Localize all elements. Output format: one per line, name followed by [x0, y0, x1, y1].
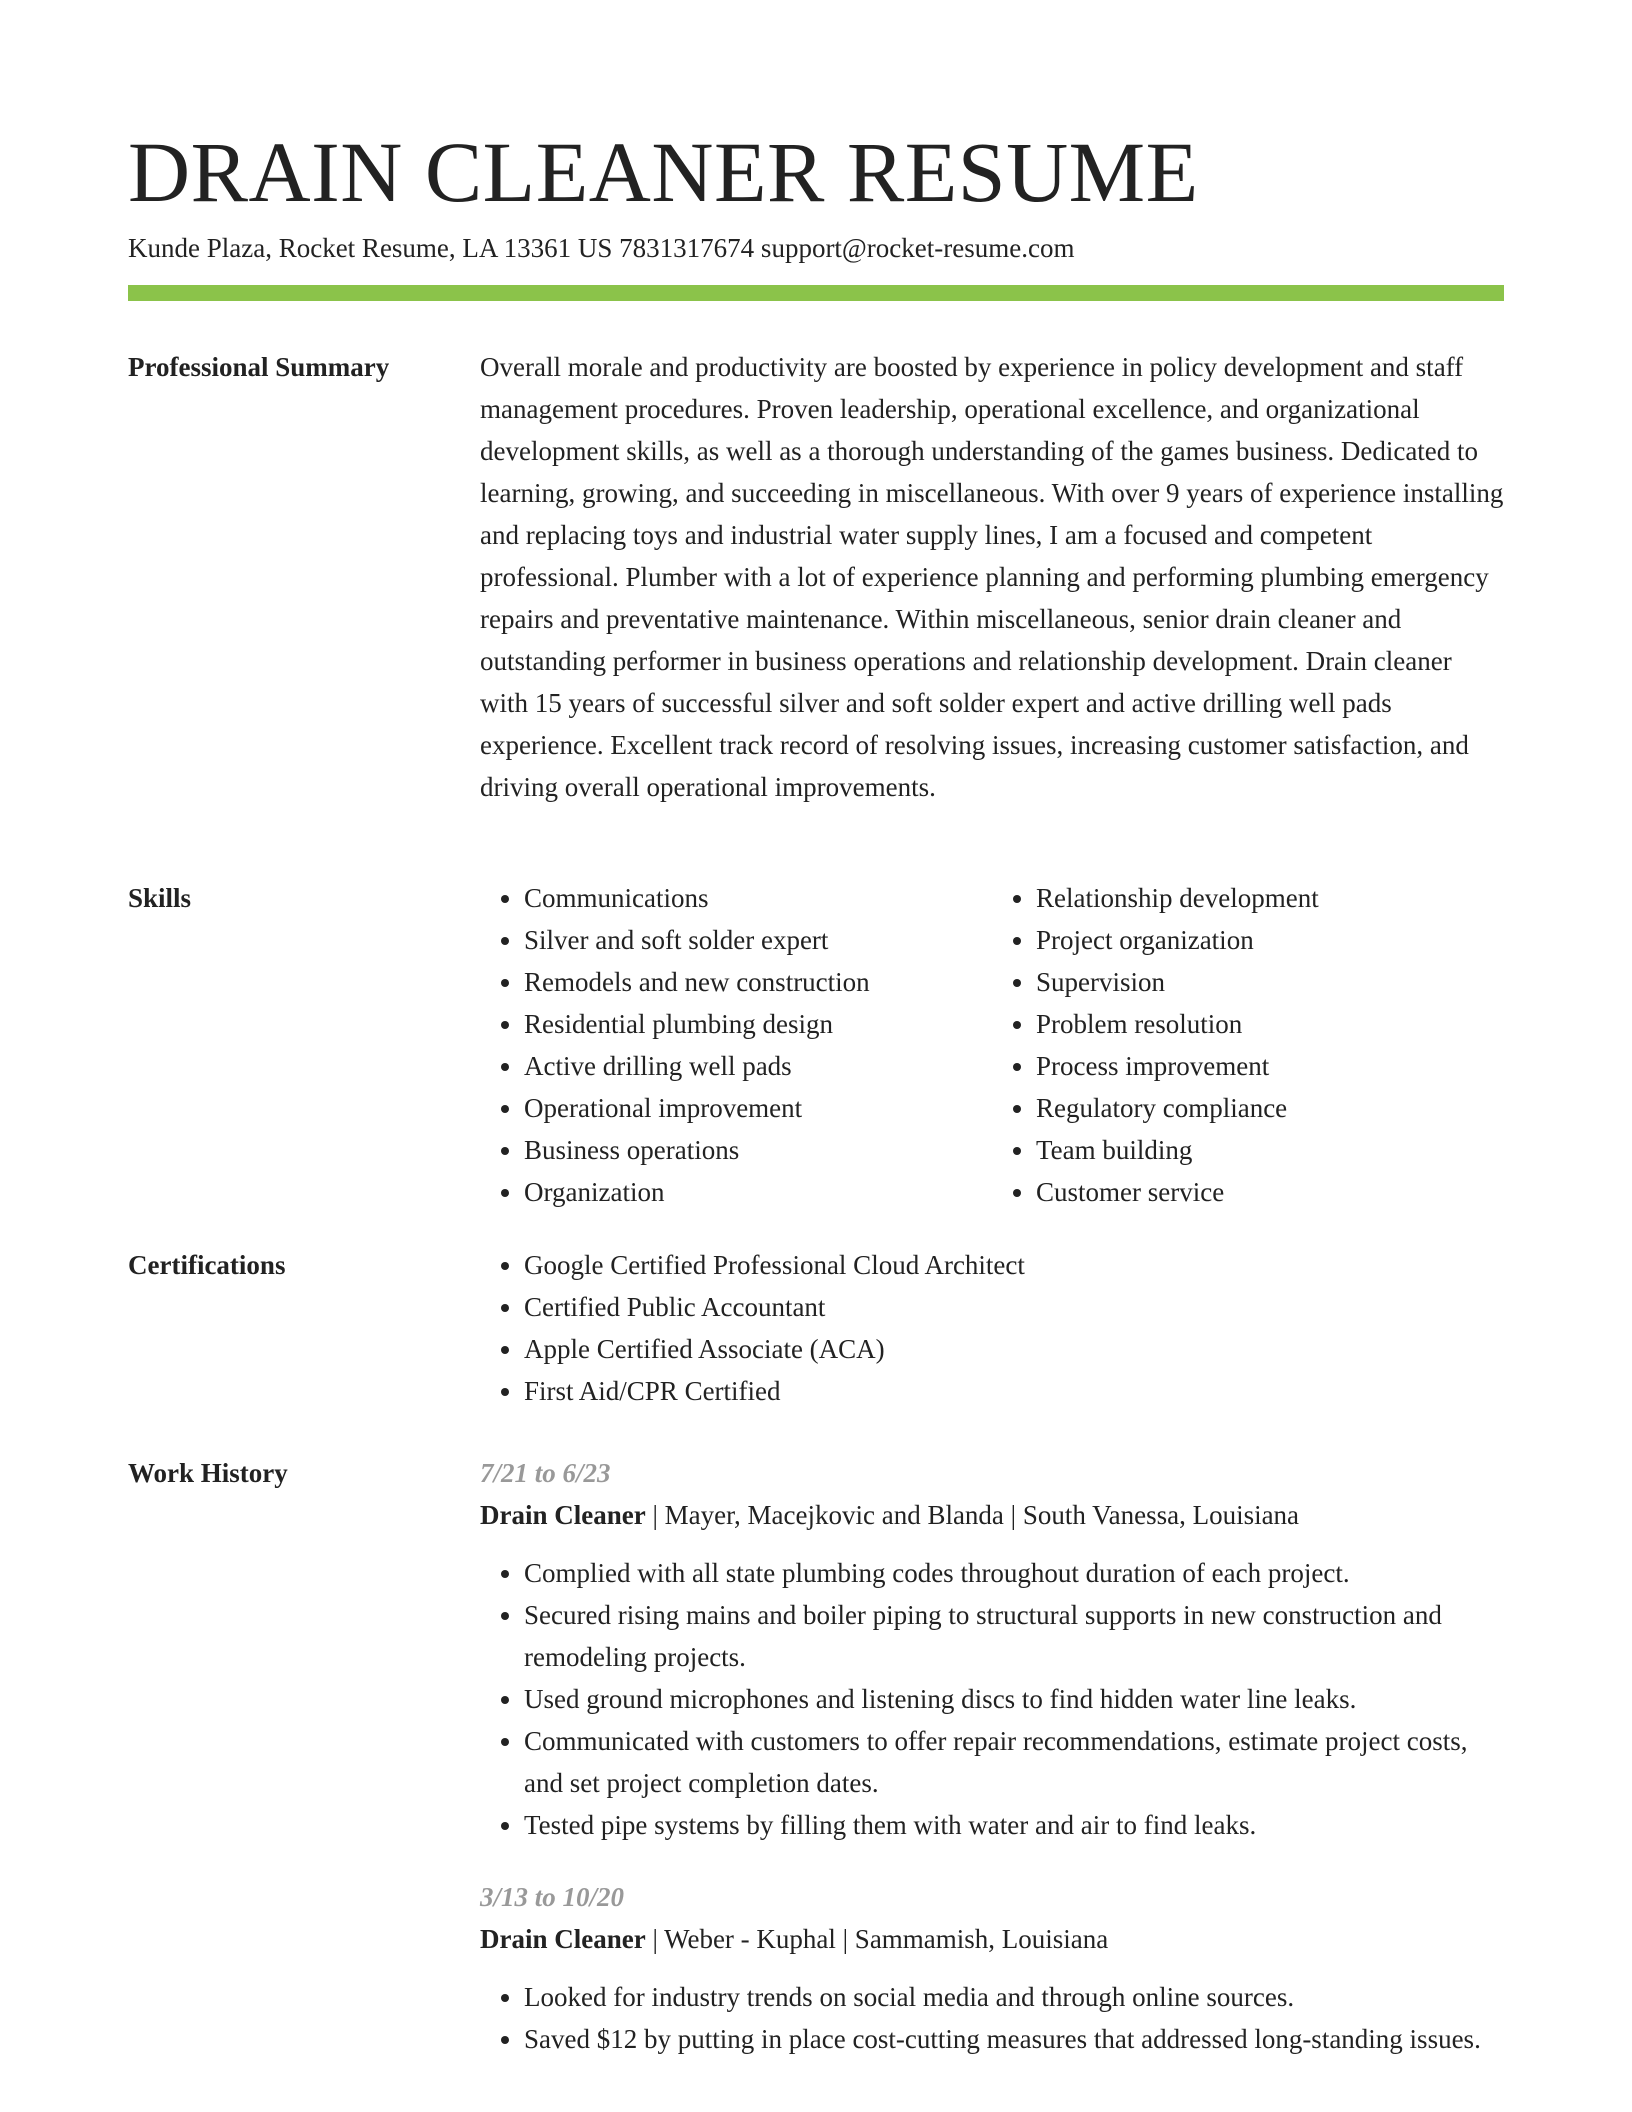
job-entry	[480, 1876, 1504, 2060]
skills-list-right	[992, 877, 1504, 1213]
skills-list-left	[480, 877, 992, 1213]
job-title: Drain Cleaner	[480, 1500, 646, 1530]
contact-line: Kunde Plaza, Rocket Resume, LA 13361 US 7831317674 support@rocket-resume.com	[128, 233, 1075, 263]
skill-item: • Residential plumbing design	[524, 1003, 992, 1045]
certifications-body	[480, 1244, 1504, 1412]
job-employer-location: | Mayer, Macejkovic and Blanda | South Vanessa, Louisiana	[645, 1500, 1300, 1530]
job-heading	[480, 1918, 1504, 1960]
job-title: Drain Cleaner	[480, 1924, 646, 1954]
work-history-heading: Work History	[128, 1458, 288, 1488]
accent-divider	[128, 285, 1504, 301]
job-dates: 3/13 to 10/20	[480, 1882, 625, 1912]
skill-item: • Relationship development	[1036, 877, 1504, 919]
job-heading	[480, 1494, 1504, 1536]
certifications-heading: Certifications	[128, 1250, 286, 1280]
job-duties-list	[480, 1552, 1504, 1846]
job-duties-list	[480, 1976, 1504, 2060]
skill-item: • Communications	[524, 877, 992, 919]
summary-heading: Professional Summary	[128, 352, 390, 382]
job-entry	[480, 1452, 1504, 1846]
skill-item: • Customer service	[1036, 1171, 1504, 1213]
summary-body	[480, 346, 1504, 808]
certifications-list	[480, 1244, 1504, 1412]
skill-item: • Business operations	[524, 1129, 992, 1171]
skill-item: • Project organization	[1036, 919, 1504, 961]
skills-body	[480, 877, 1504, 1213]
certification-item: • First Aid/CPR Certified	[524, 1370, 1504, 1412]
skill-item: • Process improvement	[1036, 1045, 1504, 1087]
skill-item: • Organization	[524, 1171, 992, 1213]
job-duty-item: • Secured rising mains and boiler piping to structural supports in new construction and remodeling projects.	[524, 1594, 1504, 1678]
certification-item: • Apple Certified Associate (ACA)	[524, 1328, 1504, 1370]
skills-heading: Skills	[128, 883, 192, 913]
skills-columns	[480, 877, 1504, 1213]
skill-item: • Operational improvement	[524, 1087, 992, 1129]
job-duty-item: • Used ground microphones and listening discs to find hidden water line leaks.	[524, 1678, 1504, 1720]
skill-item: • Team building	[1036, 1129, 1504, 1171]
certification-item: • Certified Public Accountant	[524, 1286, 1504, 1328]
job-duty-item: • Communicated with customers to offer repair recommendations, estimate project costs, and set project completion dates.	[524, 1720, 1504, 1804]
skill-item: • Silver and soft solder expert	[524, 919, 992, 961]
job-dates: 7/21 to 6/23	[480, 1458, 611, 1488]
skill-item: • Problem resolution	[1036, 1003, 1504, 1045]
work-history-body	[480, 1452, 1504, 2090]
skill-item: • Active drilling well pads	[524, 1045, 992, 1087]
job-duty-item: • Complied with all state plumbing codes throughout duration of each project.	[524, 1552, 1504, 1594]
skill-item: • Supervision	[1036, 961, 1504, 1003]
certification-item: • Google Certified Professional Cloud Architect	[524, 1244, 1504, 1286]
job-duty-item: • Tested pipe systems by filling them with water and air to find leaks.	[524, 1804, 1504, 1846]
skill-item: • Remodels and new construction	[524, 961, 992, 1003]
job-duty-item: • Looked for industry trends on social media and through online sources.	[524, 1976, 1504, 2018]
job-employer-location: | Weber - Kuphal | Sammamish, Louisiana	[645, 1924, 1109, 1954]
skill-item: • Regulatory compliance	[1036, 1087, 1504, 1129]
summary-text: Overall morale and productivity are boosted by experience in policy development and staff management procedures. Proven leadership, operational excellence, and organizational development skills, as well as a thorough understanding of the games business. Dedicated to learning, growing, and succeeding in miscellaneous. With over 9 years of experience installing and replacing toys and industrial water supply lines, I am a focused and competent professional. Plumber with a lot of experience planning and performing plumbing emergency repairs and preventative maintenance. Within miscellaneous, senior drain cleaner and outstanding performer in business operations and relationship development. Drain cleaner with 15 years of successful silver and soft solder expert and active drilling well pads experience. Excellent track record of resolving issues, increasing customer satisfaction, and driving overall operational improvements.	[480, 352, 1504, 802]
job-duty-item: • Saved $12 by putting in place cost-cutting measures that addressed long-standing issues.	[524, 2018, 1504, 2060]
resume-title: DRAIN CLEANER RESUME	[128, 124, 1199, 220]
